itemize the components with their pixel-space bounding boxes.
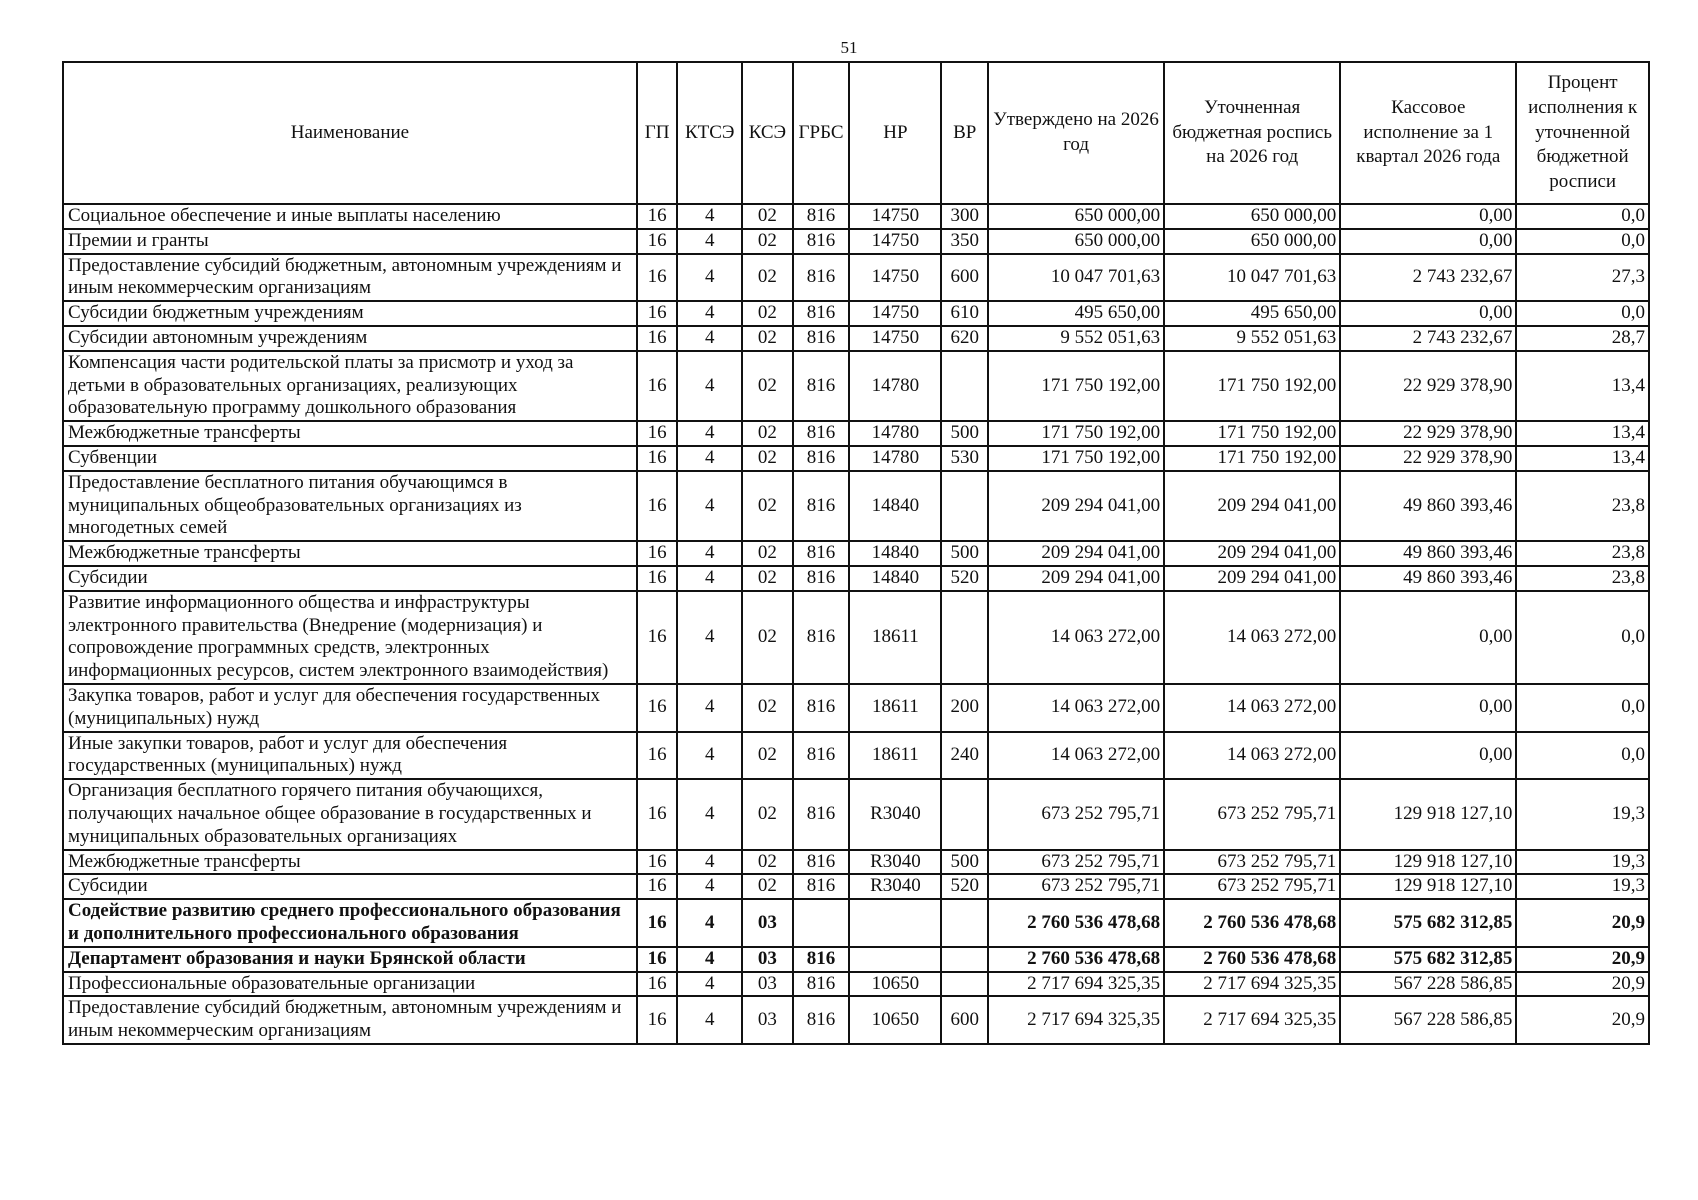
cell-refined: 209 294 041,00	[1164, 566, 1340, 591]
cell-gp: 16	[637, 996, 677, 1044]
cell-ktse: 4	[677, 684, 742, 732]
cell-ktse: 4	[677, 566, 742, 591]
cell-vr	[941, 779, 988, 849]
cell-np	[849, 899, 941, 947]
cell-ktse: 4	[677, 874, 742, 899]
cell-approved: 209 294 041,00	[988, 471, 1164, 541]
cell-refined: 209 294 041,00	[1164, 541, 1340, 566]
cell-np: 14750	[849, 229, 941, 254]
cell-refined: 495 650,00	[1164, 301, 1340, 326]
cell-kse: 02	[742, 254, 793, 302]
cell-grbs: 816	[793, 204, 850, 229]
cell-ktse: 4	[677, 850, 742, 875]
cell-approved: 10 047 701,63	[988, 254, 1164, 302]
cell-kse: 02	[742, 301, 793, 326]
header-approved: Утверждено на 2026 год	[988, 62, 1164, 204]
cell-kse: 02	[742, 850, 793, 875]
cell-np: 10650	[849, 972, 941, 997]
cell-percent: 0,0	[1516, 204, 1649, 229]
cell-grbs: 816	[793, 732, 850, 780]
cell-approved: 14 063 272,00	[988, 591, 1164, 684]
cell-name: Предоставление субсидий бюджетным, автономным учреждениям и иным некоммерческим организациям	[63, 996, 637, 1044]
cell-gp: 16	[637, 850, 677, 875]
cell-kse: 03	[742, 947, 793, 972]
cell-approved: 171 750 192,00	[988, 421, 1164, 446]
cell-vr: 600	[941, 254, 988, 302]
table-row	[63, 779, 1649, 849]
table-row	[63, 972, 1649, 997]
cell-np: R3040	[849, 850, 941, 875]
cell-kse: 02	[742, 326, 793, 351]
cell-percent: 0,0	[1516, 591, 1649, 684]
cell-approved: 9 552 051,63	[988, 326, 1164, 351]
cell-name: Межбюджетные трансферты	[63, 850, 637, 875]
cell-np	[849, 947, 941, 972]
cell-refined: 2 717 694 325,35	[1164, 972, 1340, 997]
table-row	[63, 899, 1649, 947]
cell-cash: 49 860 393,46	[1340, 541, 1516, 566]
cell-refined: 171 750 192,00	[1164, 351, 1340, 421]
cell-refined: 673 252 795,71	[1164, 850, 1340, 875]
header-percent: Процент исполнения к уточненной бюджетной росписи	[1516, 62, 1649, 204]
cell-approved: 650 000,00	[988, 204, 1164, 229]
cell-ktse: 4	[677, 899, 742, 947]
cell-grbs: 816	[793, 254, 850, 302]
cell-gp: 16	[637, 566, 677, 591]
cell-np: 14780	[849, 421, 941, 446]
cell-ktse: 4	[677, 326, 742, 351]
cell-refined: 673 252 795,71	[1164, 779, 1340, 849]
cell-ktse: 4	[677, 996, 742, 1044]
header-gp: ГП	[637, 62, 677, 204]
cell-vr: 240	[941, 732, 988, 780]
cell-name: Организация бесплатного горячего питания обучающихся, получающих начальное общее образование в государственных и муниципальных образовательных организациях	[63, 779, 637, 849]
cell-refined: 2 717 694 325,35	[1164, 996, 1340, 1044]
cell-ktse: 4	[677, 421, 742, 446]
cell-vr: 620	[941, 326, 988, 351]
cell-vr: 300	[941, 204, 988, 229]
cell-percent: 0,0	[1516, 229, 1649, 254]
cell-cash: 129 918 127,10	[1340, 874, 1516, 899]
cell-approved: 2 760 536 478,68	[988, 899, 1164, 947]
cell-cash: 0,00	[1340, 229, 1516, 254]
table-body	[63, 204, 1649, 1044]
cell-ktse: 4	[677, 204, 742, 229]
cell-cash: 0,00	[1340, 301, 1516, 326]
cell-refined: 673 252 795,71	[1164, 874, 1340, 899]
table-row	[63, 326, 1649, 351]
cell-kse: 02	[742, 351, 793, 421]
cell-cash: 567 228 586,85	[1340, 996, 1516, 1044]
table-row	[63, 684, 1649, 732]
page-number: 51	[840, 38, 858, 57]
cell-percent: 20,9	[1516, 899, 1649, 947]
cell-cash: 22 929 378,90	[1340, 351, 1516, 421]
cell-vr	[941, 947, 988, 972]
cell-refined: 209 294 041,00	[1164, 471, 1340, 541]
cell-grbs: 816	[793, 874, 850, 899]
table-row	[63, 471, 1649, 541]
cell-gp: 16	[637, 899, 677, 947]
cell-percent: 0,0	[1516, 732, 1649, 780]
cell-vr: 610	[941, 301, 988, 326]
cell-refined: 650 000,00	[1164, 229, 1340, 254]
cell-gp: 16	[637, 326, 677, 351]
cell-name: Межбюджетные трансферты	[63, 421, 637, 446]
cell-np: 14780	[849, 351, 941, 421]
header-ktse: КТСЭ	[677, 62, 742, 204]
table-row	[63, 254, 1649, 302]
cell-percent: 23,8	[1516, 566, 1649, 591]
cell-ktse: 4	[677, 972, 742, 997]
cell-grbs: 816	[793, 229, 850, 254]
cell-grbs: 816	[793, 421, 850, 446]
cell-np: 14750	[849, 204, 941, 229]
table-row	[63, 874, 1649, 899]
cell-name: Предоставление бесплатного питания обучающимся в муниципальных общеобразовательных организациях из многодетных семей	[63, 471, 637, 541]
cell-vr: 500	[941, 421, 988, 446]
cell-np: 18611	[849, 684, 941, 732]
cell-np: 10650	[849, 996, 941, 1044]
cell-approved: 673 252 795,71	[988, 779, 1164, 849]
cell-np: 14750	[849, 301, 941, 326]
cell-np: 14840	[849, 566, 941, 591]
cell-gp: 16	[637, 471, 677, 541]
table-row	[63, 566, 1649, 591]
budget-execution-table	[62, 61, 1650, 1045]
cell-cash: 0,00	[1340, 591, 1516, 684]
cell-kse: 02	[742, 779, 793, 849]
cell-grbs: 816	[793, 779, 850, 849]
cell-ktse: 4	[677, 446, 742, 471]
cell-cash: 49 860 393,46	[1340, 566, 1516, 591]
cell-cash: 0,00	[1340, 732, 1516, 780]
cell-refined: 2 760 536 478,68	[1164, 899, 1340, 947]
cell-kse: 02	[742, 471, 793, 541]
cell-cash: 2 743 232,67	[1340, 254, 1516, 302]
cell-approved: 495 650,00	[988, 301, 1164, 326]
cell-np: 14750	[849, 326, 941, 351]
cell-cash: 0,00	[1340, 684, 1516, 732]
cell-approved: 171 750 192,00	[988, 351, 1164, 421]
cell-name: Предоставление субсидий бюджетным, автономным учреждениям и иным некоммерческим организациям	[63, 254, 637, 302]
cell-kse: 02	[742, 229, 793, 254]
cell-name: Содействие развитию среднего профессионального образования и дополнительного профессионального образования	[63, 899, 637, 947]
cell-vr: 200	[941, 684, 988, 732]
cell-kse: 02	[742, 421, 793, 446]
table-row	[63, 850, 1649, 875]
cell-kse: 02	[742, 591, 793, 684]
cell-ktse: 4	[677, 947, 742, 972]
cell-percent: 19,3	[1516, 779, 1649, 849]
cell-refined: 14 063 272,00	[1164, 591, 1340, 684]
cell-refined: 14 063 272,00	[1164, 684, 1340, 732]
cell-kse: 02	[742, 684, 793, 732]
cell-refined: 171 750 192,00	[1164, 421, 1340, 446]
cell-name: Профессиональные образовательные организации	[63, 972, 637, 997]
cell-vr	[941, 351, 988, 421]
cell-approved: 2 717 694 325,35	[988, 996, 1164, 1044]
cell-name: Компенсация части родительской платы за присмотр и уход за детьми в образовательных организациях, реализующих образовательную программу дошкольного образования	[63, 351, 637, 421]
table-row	[63, 947, 1649, 972]
cell-np: 14840	[849, 541, 941, 566]
cell-approved: 650 000,00	[988, 229, 1164, 254]
cell-percent: 0,0	[1516, 684, 1649, 732]
table-row	[63, 301, 1649, 326]
cell-cash: 22 929 378,90	[1340, 421, 1516, 446]
cell-ktse: 4	[677, 591, 742, 684]
cell-vr	[941, 972, 988, 997]
header-vr: ВР	[941, 62, 988, 204]
cell-gp: 16	[637, 732, 677, 780]
cell-name: Субсидии бюджетным учреждениям	[63, 301, 637, 326]
cell-gp: 16	[637, 204, 677, 229]
cell-cash: 22 929 378,90	[1340, 446, 1516, 471]
cell-grbs: 816	[793, 326, 850, 351]
cell-ktse: 4	[677, 301, 742, 326]
cell-percent: 20,9	[1516, 972, 1649, 997]
header-cash: Кассовое исполнение за 1 квартал 2026 года	[1340, 62, 1516, 204]
header-grbs: ГРБС	[793, 62, 850, 204]
cell-kse: 03	[742, 996, 793, 1044]
cell-name: Премии и гранты	[63, 229, 637, 254]
table-header-row	[63, 62, 1649, 204]
table-row	[63, 732, 1649, 780]
cell-vr: 500	[941, 850, 988, 875]
table-row	[63, 351, 1649, 421]
cell-name: Закупка товаров, работ и услуг для обеспечения государственных (муниципальных) нужд	[63, 684, 637, 732]
cell-kse: 02	[742, 541, 793, 566]
cell-kse: 03	[742, 899, 793, 947]
cell-gp: 16	[637, 947, 677, 972]
cell-name: Иные закупки товаров, работ и услуг для обеспечения государственных (муниципальных) нужд	[63, 732, 637, 780]
cell-name: Развитие информационного общества и инфраструктуры электронного правительства (Внедрение (модернизация) и сопровождение программных средств, электронных информационных ресурсов, систем электронного взаимодействия)	[63, 591, 637, 684]
cell-grbs	[793, 899, 850, 947]
table-row	[63, 541, 1649, 566]
cell-name: Департамент образования и науки Брянской области	[63, 947, 637, 972]
cell-vr: 530	[941, 446, 988, 471]
cell-grbs: 816	[793, 566, 850, 591]
cell-vr: 500	[941, 541, 988, 566]
cell-percent: 28,7	[1516, 326, 1649, 351]
cell-cash: 129 918 127,10	[1340, 779, 1516, 849]
cell-approved: 14 063 272,00	[988, 684, 1164, 732]
cell-vr: 600	[941, 996, 988, 1044]
cell-vr	[941, 899, 988, 947]
cell-np: R3040	[849, 779, 941, 849]
cell-approved: 171 750 192,00	[988, 446, 1164, 471]
cell-cash: 575 682 312,85	[1340, 947, 1516, 972]
cell-kse: 02	[742, 204, 793, 229]
cell-ktse: 4	[677, 471, 742, 541]
cell-kse: 02	[742, 874, 793, 899]
cell-name: Межбюджетные трансферты	[63, 541, 637, 566]
table-row	[63, 421, 1649, 446]
cell-grbs: 816	[793, 351, 850, 421]
cell-percent: 13,4	[1516, 446, 1649, 471]
cell-kse: 03	[742, 972, 793, 997]
cell-cash: 0,00	[1340, 204, 1516, 229]
cell-ktse: 4	[677, 229, 742, 254]
cell-grbs: 816	[793, 471, 850, 541]
cell-gp: 16	[637, 254, 677, 302]
cell-name: Субвенции	[63, 446, 637, 471]
cell-np: 18611	[849, 732, 941, 780]
cell-percent: 19,3	[1516, 874, 1649, 899]
cell-approved: 673 252 795,71	[988, 850, 1164, 875]
cell-percent: 20,9	[1516, 947, 1649, 972]
cell-grbs: 816	[793, 446, 850, 471]
cell-ktse: 4	[677, 779, 742, 849]
cell-name: Субсидии	[63, 566, 637, 591]
header-np: НР	[849, 62, 941, 204]
cell-refined: 10 047 701,63	[1164, 254, 1340, 302]
cell-vr: 520	[941, 566, 988, 591]
cell-ktse: 4	[677, 351, 742, 421]
cell-kse: 02	[742, 566, 793, 591]
cell-grbs: 816	[793, 947, 850, 972]
cell-percent: 13,4	[1516, 351, 1649, 421]
cell-percent: 20,9	[1516, 996, 1649, 1044]
cell-kse: 02	[742, 732, 793, 780]
cell-np: 14780	[849, 446, 941, 471]
cell-percent: 23,8	[1516, 541, 1649, 566]
cell-percent: 27,3	[1516, 254, 1649, 302]
cell-ktse: 4	[677, 541, 742, 566]
cell-refined: 9 552 051,63	[1164, 326, 1340, 351]
cell-refined: 14 063 272,00	[1164, 732, 1340, 780]
header-kse: КСЭ	[742, 62, 793, 204]
cell-percent: 13,4	[1516, 421, 1649, 446]
cell-approved: 209 294 041,00	[988, 566, 1164, 591]
cell-refined: 650 000,00	[1164, 204, 1340, 229]
cell-gp: 16	[637, 421, 677, 446]
table-row	[63, 446, 1649, 471]
cell-gp: 16	[637, 229, 677, 254]
table-row	[63, 591, 1649, 684]
cell-cash: 2 743 232,67	[1340, 326, 1516, 351]
cell-approved: 14 063 272,00	[988, 732, 1164, 780]
table-row	[63, 229, 1649, 254]
cell-grbs: 816	[793, 684, 850, 732]
cell-ktse: 4	[677, 732, 742, 780]
cell-gp: 16	[637, 874, 677, 899]
header-refined: Уточненная бюджетная роспись на 2026 год	[1164, 62, 1340, 204]
cell-percent: 0,0	[1516, 301, 1649, 326]
cell-percent: 19,3	[1516, 850, 1649, 875]
cell-percent: 23,8	[1516, 471, 1649, 541]
cell-cash: 567 228 586,85	[1340, 972, 1516, 997]
cell-grbs: 816	[793, 972, 850, 997]
cell-kse: 02	[742, 446, 793, 471]
cell-cash: 575 682 312,85	[1340, 899, 1516, 947]
cell-cash: 129 918 127,10	[1340, 850, 1516, 875]
cell-np: 14750	[849, 254, 941, 302]
cell-gp: 16	[637, 446, 677, 471]
header-name: Наименование	[63, 62, 637, 204]
cell-np: 14840	[849, 471, 941, 541]
cell-vr	[941, 591, 988, 684]
cell-grbs: 816	[793, 850, 850, 875]
cell-gp: 16	[637, 591, 677, 684]
table-row	[63, 204, 1649, 229]
cell-np: R3040	[849, 874, 941, 899]
cell-refined: 2 760 536 478,68	[1164, 947, 1340, 972]
cell-name: Субсидии	[63, 874, 637, 899]
cell-gp: 16	[637, 351, 677, 421]
cell-gp: 16	[637, 972, 677, 997]
cell-grbs: 816	[793, 301, 850, 326]
cell-approved: 2 717 694 325,35	[988, 972, 1164, 997]
cell-np: 18611	[849, 591, 941, 684]
cell-gp: 16	[637, 779, 677, 849]
cell-cash: 49 860 393,46	[1340, 471, 1516, 541]
cell-approved: 2 760 536 478,68	[988, 947, 1164, 972]
cell-name: Субсидии автономным учреждениям	[63, 326, 637, 351]
cell-vr: 350	[941, 229, 988, 254]
cell-grbs: 816	[793, 996, 850, 1044]
cell-approved: 673 252 795,71	[988, 874, 1164, 899]
cell-ktse: 4	[677, 254, 742, 302]
cell-gp: 16	[637, 541, 677, 566]
table-row	[63, 996, 1649, 1044]
cell-gp: 16	[637, 684, 677, 732]
cell-refined: 171 750 192,00	[1164, 446, 1340, 471]
cell-grbs: 816	[793, 591, 850, 684]
cell-gp: 16	[637, 301, 677, 326]
cell-vr	[941, 471, 988, 541]
cell-grbs: 816	[793, 541, 850, 566]
cell-name: Социальное обеспечение и иные выплаты населению	[63, 204, 637, 229]
cell-approved: 209 294 041,00	[988, 541, 1164, 566]
cell-vr: 520	[941, 874, 988, 899]
